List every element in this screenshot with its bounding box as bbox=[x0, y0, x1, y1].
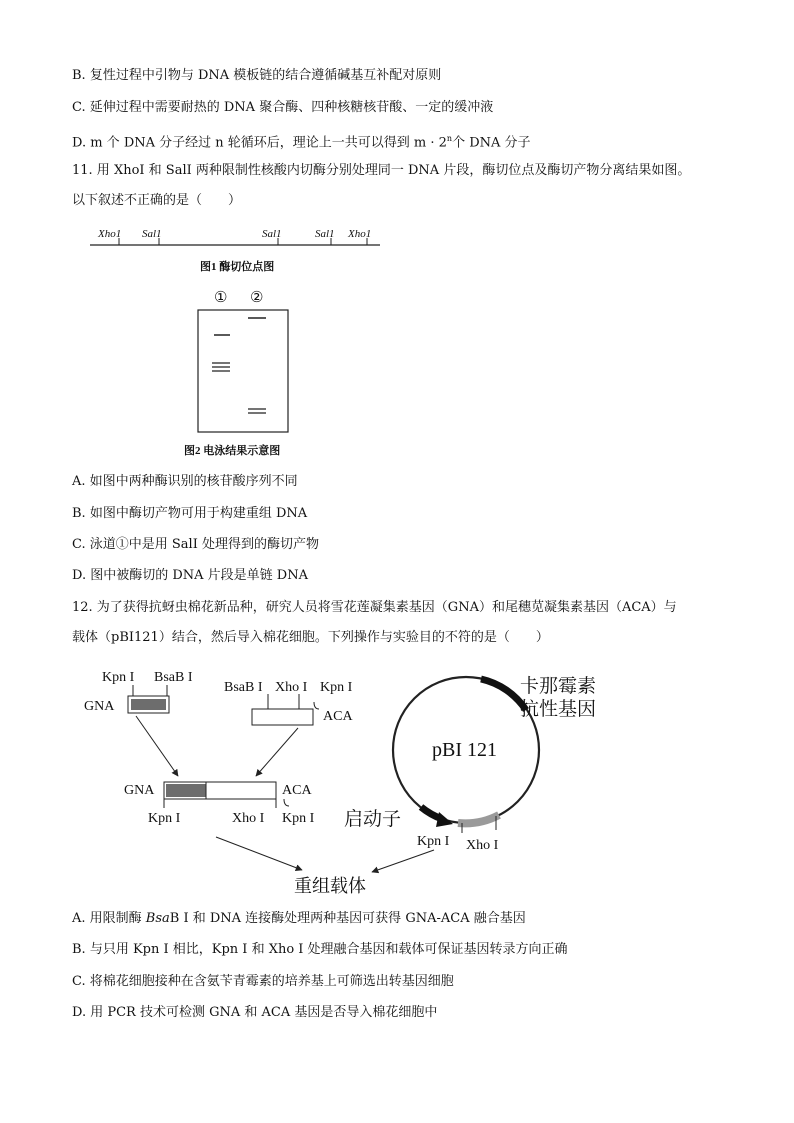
q11-option-b: B. 如图中酶切产物可用于构建重组 DNA bbox=[72, 506, 308, 521]
recombinant-vector-label: 重组载体 bbox=[294, 876, 366, 896]
q12-option-d: D. 用 PCR 技术可检测 GNA 和 ACA 基因是否导入棉花细胞中 bbox=[72, 1005, 438, 1020]
q12-stem-line2: 载体（pBI121）结合，然后导入棉花细胞。下列操作与实验目的不符的是（ ） bbox=[72, 630, 549, 645]
q10-option-d-text: D. m 个 DNA 分子经过 n 轮循环后，理论上一共可以得到 m · 2 bbox=[72, 135, 447, 151]
aca-site-label: Kpn I bbox=[320, 680, 353, 695]
map-site-label: Sal1 bbox=[262, 228, 282, 240]
q11-stem-line1: 11. 用 XhoI 和 SalI 两种限制性核酸内切酶分别处理同一 DNA 片段，酶切位点及酶切产物分离结果如图。 bbox=[72, 163, 691, 178]
figure1-caption: 图1 酶切位点图 bbox=[200, 261, 275, 273]
gna-gene bbox=[84, 670, 193, 714]
q12-stem-line1: 12. 为了获得抗蚜虫棉花新品种，研究人员将雪花莲凝集素基因（GNA）和尾穗苋凝集素基因（ACA）与 bbox=[72, 600, 677, 615]
lane-label: ① bbox=[214, 290, 228, 306]
q10-option-d-exponent: n bbox=[446, 134, 453, 143]
fused-right-label: ACA bbox=[282, 783, 312, 798]
arrow bbox=[136, 716, 178, 776]
insertion-region bbox=[458, 815, 499, 823]
fused-site-label: Xho I bbox=[232, 811, 265, 826]
resistance-label-line2: 抗性基因 bbox=[520, 699, 597, 720]
aca-site-label: BsaB I bbox=[224, 680, 263, 695]
q11-stem-line2: 以下叙述不正确的是（ ） bbox=[72, 193, 242, 208]
q11-option-c: C. 泳道①中是用 SalI 处理得到的酶切产物 bbox=[72, 537, 319, 552]
lane-label: ② bbox=[250, 290, 264, 306]
q10-option-c: C. 延伸过程中需要耐热的 DNA 聚合酶、四种核糖核苷酸、一定的缓冲液 bbox=[72, 100, 494, 115]
fused-gene bbox=[124, 782, 315, 826]
map-site-label: Xho1 bbox=[348, 228, 372, 240]
arrow bbox=[372, 850, 434, 872]
map-site-label: Sal1 bbox=[315, 228, 335, 240]
q11-figures bbox=[80, 220, 400, 460]
q12-figure bbox=[76, 658, 636, 898]
fused-site-label: Kpn I bbox=[148, 811, 181, 826]
q10-option-b: B. 复性过程中引物与 DNA 模板链的结合遵循碱基互补配对原则 bbox=[72, 68, 442, 83]
q12-option-c: C. 将棉花细胞接种在含氨苄青霉素的培养基上可筛选出转基因细胞 bbox=[72, 974, 454, 989]
arrow bbox=[256, 728, 298, 776]
q11-option-a: A. 如图中两种酶识别的核苷酸序列不同 bbox=[72, 474, 298, 489]
q12-option-a bbox=[72, 910, 526, 928]
resistance-label-line1: 卡那霉素 bbox=[520, 676, 597, 697]
q12-option-b: B. 与只用 Kpn I 相比，Kpn I 和 Xho I 处理融合基因和载体可保证基因转录方向正确 bbox=[72, 942, 568, 957]
promoter-label: 启动子 bbox=[344, 809, 402, 830]
restriction-site-map bbox=[90, 228, 380, 273]
aca-label: ACA bbox=[323, 709, 353, 724]
map-site-label: Xho1 bbox=[98, 228, 122, 240]
fused-site-label: Kpn I bbox=[282, 811, 315, 826]
gna-site-label: Kpn I bbox=[102, 670, 135, 685]
q12-option-a-text: A. 用限制酶 bbox=[72, 911, 146, 926]
gna-label: GNA bbox=[84, 699, 115, 714]
aca-site-label: Xho I bbox=[275, 680, 308, 695]
aca-gene bbox=[224, 680, 353, 725]
map-site-label: Sal1 bbox=[142, 228, 162, 240]
plasmid-name: pBI 121 bbox=[432, 739, 497, 761]
q12-option-a-rest: B I 和 DNA 连接酶处理两种基因可获得 GNA-ACA 融合基因 bbox=[169, 911, 526, 926]
figure2-caption: 图2 电泳结果示意图 bbox=[184, 445, 281, 457]
q10-option-d bbox=[72, 130, 531, 152]
electrophoresis-gel bbox=[184, 290, 288, 457]
q10-option-d-suffix: 个 DNA 分子 bbox=[452, 135, 531, 151]
arrow bbox=[216, 837, 302, 870]
fused-left-label: GNA bbox=[124, 783, 155, 798]
gna-site-label: BsaB I bbox=[154, 670, 193, 685]
plasmid-site-label: Xho I bbox=[466, 838, 499, 853]
q11-option-d: D. 图中被酶切的 DNA 片段是单链 DNA bbox=[72, 568, 308, 583]
plasmid-site-label: Kpn I bbox=[417, 834, 450, 849]
q12-option-a-italic: Bsa bbox=[145, 911, 170, 926]
plasmid-pbi121 bbox=[344, 675, 596, 853]
